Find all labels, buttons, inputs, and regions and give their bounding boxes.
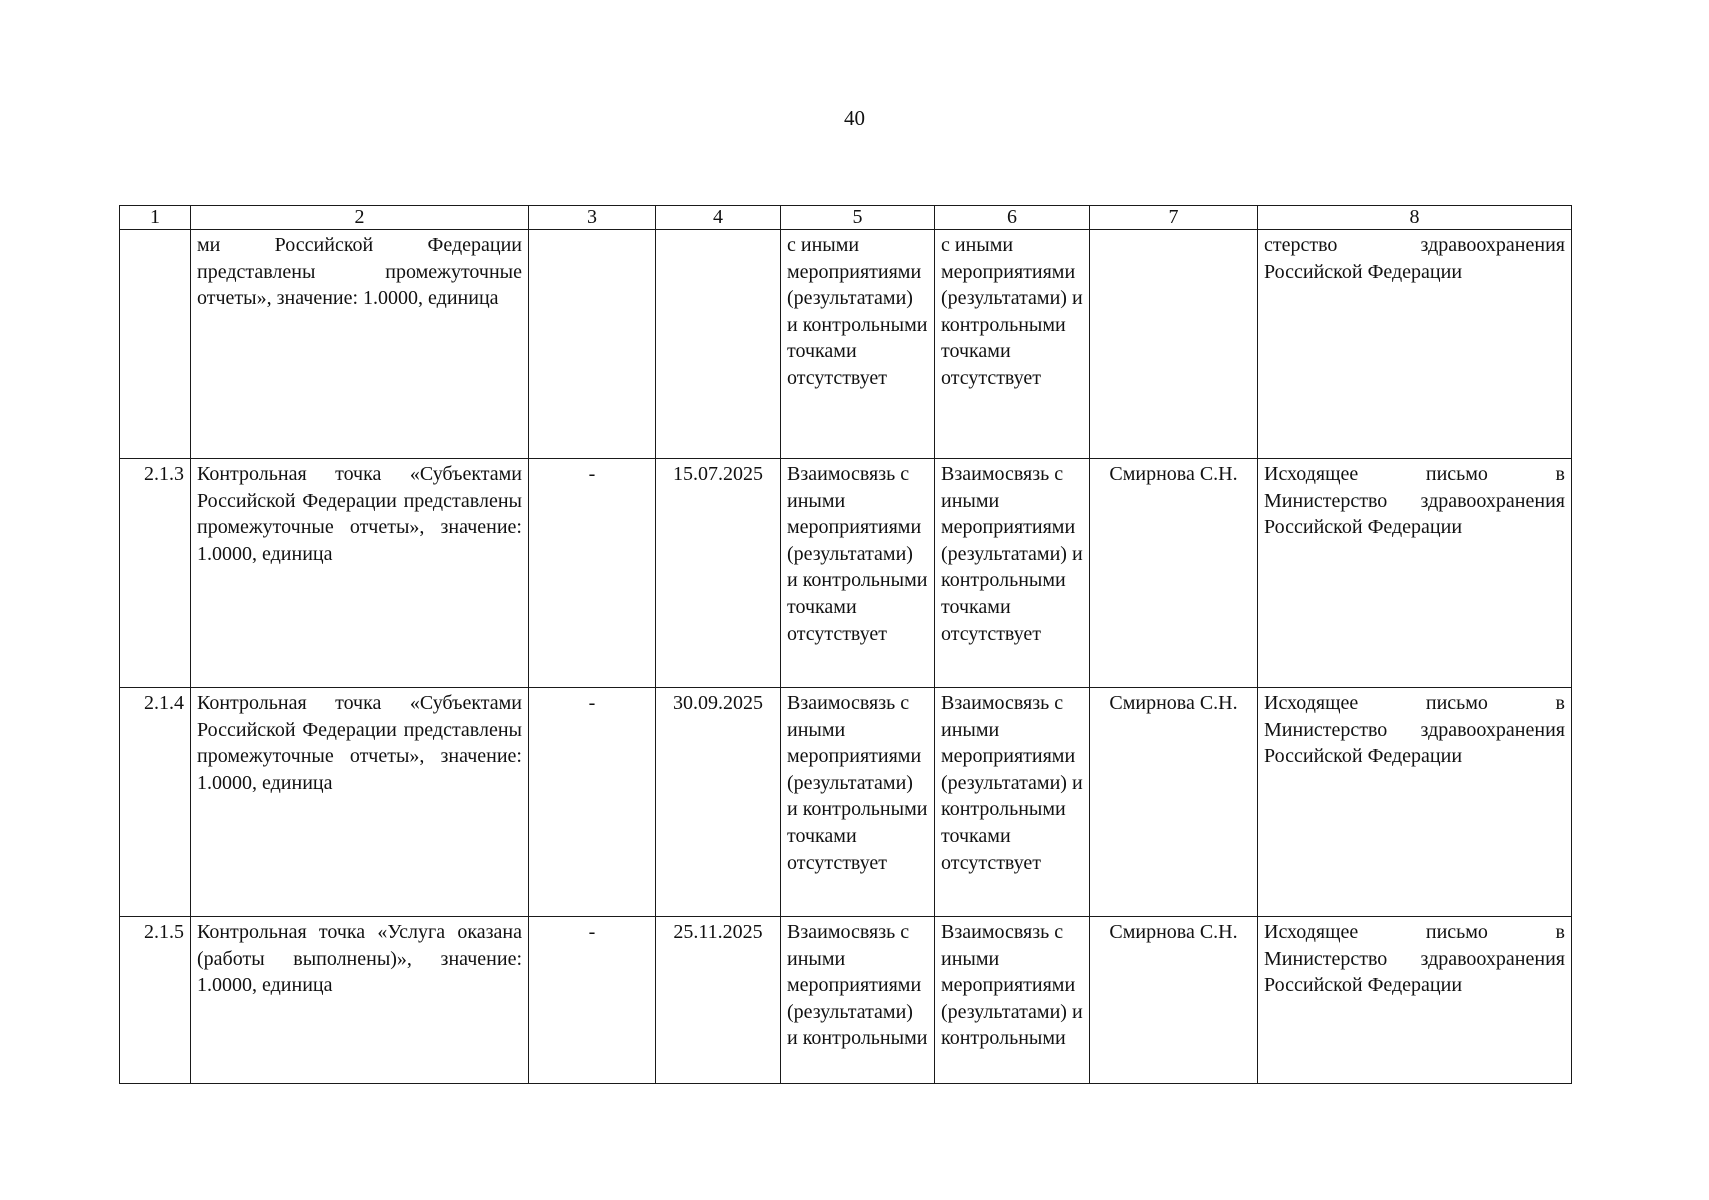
header-col-8: 8 — [1258, 206, 1572, 230]
row-relation-5: Взаимосвязь с иными мероприятиями (результатами) и контрольными точками отсутствует — [781, 688, 935, 917]
row-responsible — [1090, 230, 1258, 459]
header-col-1: 1 — [120, 206, 191, 230]
row-relation-6: Взаимосвязь с иными мероприятиями (результатами) и контрольными точками отсутствует — [935, 688, 1090, 917]
row-number: 2.1.5 — [120, 917, 191, 1084]
table-header-row — [120, 206, 1572, 230]
row-date — [656, 230, 781, 459]
row-date: 15.07.2025 — [656, 459, 781, 688]
table-row — [120, 688, 1572, 917]
row-document: стерство здравоохранения Российской Федерации — [1258, 230, 1572, 459]
row-number: 2.1.4 — [120, 688, 191, 917]
page-number: 40 — [844, 106, 865, 130]
table-row-continuation — [120, 230, 1572, 459]
row-relation-6: Взаимосвязь с иными мероприятиями (результатами) и контрольными — [935, 917, 1090, 1084]
row-relation-5: Взаимосвязь с иными мероприятиями (результатами) и контрольными точками отсутствует — [781, 459, 935, 688]
row-col3: - — [529, 688, 656, 917]
row-description: Контрольная точка «Субъектами Российской Федерации представлены промежуточные отчеты», значение: 1.0000, единица — [191, 688, 529, 917]
row-relation-6: Взаимосвязь с иными мероприятиями (результатами) и контрольными точками отсутствует — [935, 459, 1090, 688]
row-relation-6: с иными мероприятиями (результатами) и контрольными точками отсутствует — [935, 230, 1090, 459]
row-col3 — [529, 230, 656, 459]
header-col-6: 6 — [935, 206, 1090, 230]
row-date: 25.11.2025 — [656, 917, 781, 1084]
plan-table — [119, 205, 1572, 1084]
row-col3: - — [529, 917, 656, 1084]
header-col-2: 2 — [191, 206, 529, 230]
row-document: Исходящее письмо в Министерство здравоохранения Российской Федерации — [1258, 688, 1572, 917]
row-description: ми Российской Федерации представлены промежуточные отчеты», значение: 1.0000, единица — [191, 230, 529, 459]
row-document: Исходящее письмо в Министерство здравоохранения Российской Федерации — [1258, 917, 1572, 1084]
row-date: 30.09.2025 — [656, 688, 781, 917]
header-col-3: 3 — [529, 206, 656, 230]
header-col-5: 5 — [781, 206, 935, 230]
row-responsible: Смирнова С.Н. — [1090, 459, 1258, 688]
row-description: Контрольная точка «Субъектами Российской Федерации представлены промежуточные отчеты», значение: 1.0000, единица — [191, 459, 529, 688]
table-row — [120, 459, 1572, 688]
row-responsible: Смирнова С.Н. — [1090, 917, 1258, 1084]
row-col3: - — [529, 459, 656, 688]
header-col-4: 4 — [656, 206, 781, 230]
row-relation-5: с иными мероприятиями (результатами) и контрольными точками отсутствует — [781, 230, 935, 459]
row-number — [120, 230, 191, 459]
row-responsible: Смирнова С.Н. — [1090, 688, 1258, 917]
row-document: Исходящее письмо в Министерство здравоохранения Российской Федерации — [1258, 459, 1572, 688]
header-col-7: 7 — [1090, 206, 1258, 230]
row-relation-5: Взаимосвязь с иными мероприятиями (результатами) и контрольными — [781, 917, 935, 1084]
table-row — [120, 917, 1572, 1084]
row-number: 2.1.3 — [120, 459, 191, 688]
row-description: Контрольная точка «Услуга оказана (работы выполнены)», значение: 1.0000, единица — [191, 917, 529, 1084]
